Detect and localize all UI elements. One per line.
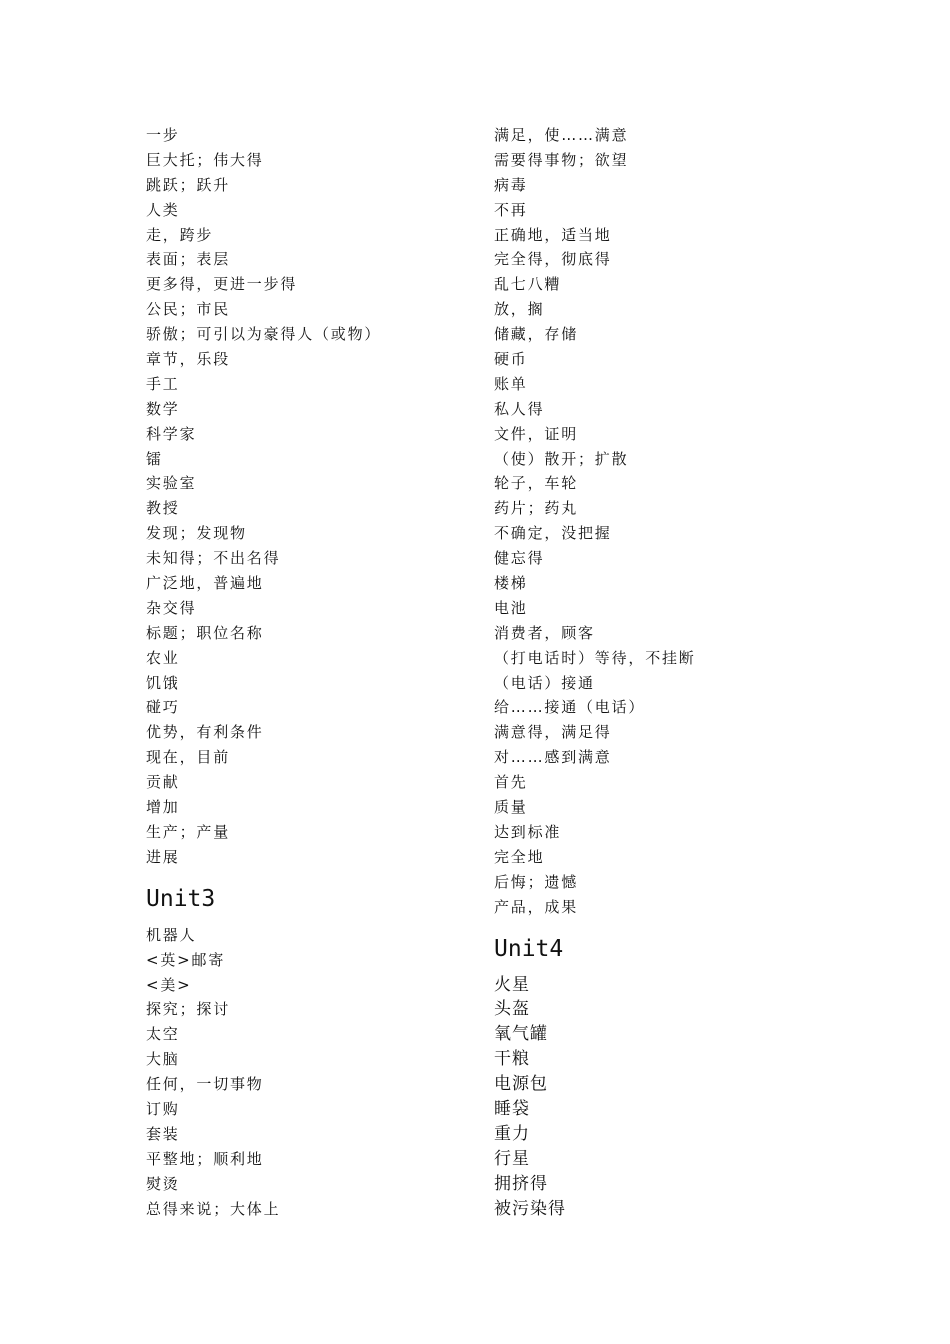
- vocab-entry: 任何，一切事物: [146, 1075, 264, 1094]
- vocab-entry: 手工: [146, 374, 180, 393]
- vocab-entry: 走，跨步: [146, 225, 214, 244]
- vocab-entry: 完全得，彻底得: [494, 250, 612, 269]
- vocab-entry: 产品，成果: [494, 897, 579, 916]
- vocab-entry: 硬币: [494, 350, 528, 369]
- vocab-entry: 标题；职位名称: [146, 623, 264, 642]
- vocab-entry: 达到标准: [494, 822, 562, 841]
- vocab-entry: （使）散开；扩散: [494, 449, 629, 468]
- vocab-entry: 杂交得: [146, 598, 197, 617]
- vocab-entry: 实验室: [146, 474, 197, 493]
- vocab-entry: 不再: [494, 200, 528, 219]
- vocab-entry: 优势，有利条件: [146, 723, 264, 742]
- vocab-entry: 广泛地，普遍地: [146, 574, 264, 593]
- vocab-entry: 重力: [494, 1123, 530, 1144]
- vocab-entry: 轮子，车轮: [494, 474, 579, 493]
- vocab-entry: 被污染得: [494, 1198, 566, 1219]
- vocab-entry: 电池: [494, 598, 528, 617]
- left-vocab-list-after: [146, 923, 466, 1222]
- vocab-entry: 科学家: [146, 424, 197, 443]
- vocab-entry: 机器人: [146, 925, 197, 944]
- unit3-heading: Unit3: [146, 885, 216, 912]
- vocab-entry: 更多得，更进一步得: [146, 275, 298, 294]
- vocab-entry: 私人得: [494, 399, 545, 418]
- vocab-entry: 完全地: [494, 847, 545, 866]
- vocab-entry: 太空: [146, 1025, 180, 1044]
- vocab-entry: 跳跃；跃升: [146, 175, 231, 194]
- vocab-entry: 满足，使……满意: [494, 126, 629, 144]
- vocab-entry: 质量: [494, 798, 528, 817]
- vocab-entry: 镭: [146, 449, 163, 468]
- vocab-entry: 订购: [146, 1099, 180, 1118]
- vocab-entry: 后悔；遗憾: [494, 872, 579, 891]
- vocab-entry: 病毒: [494, 175, 528, 194]
- vocab-entry: <美>: [146, 975, 192, 994]
- vocab-entry: 首先: [494, 773, 528, 792]
- vocab-entry: 现在，目前: [146, 748, 231, 767]
- vocab-entry: <英>邮寄: [146, 950, 226, 969]
- vocab-entry: 增加: [146, 798, 180, 817]
- vocab-entry: 饥饿: [146, 673, 180, 692]
- vocab-entry: 探究；探讨: [146, 1000, 231, 1019]
- vocab-entry: 大脑: [146, 1050, 180, 1069]
- vocab-entry: 睡袋: [494, 1098, 530, 1119]
- vocab-entry: 文件，证明: [494, 424, 579, 443]
- vocab-entry: 平整地；顺利地: [146, 1149, 264, 1168]
- vocab-entry: 人类: [146, 200, 180, 219]
- vocab-entry: 贡献: [146, 773, 180, 792]
- vocab-entry: 账单: [494, 374, 528, 393]
- right-column: [494, 123, 854, 1221]
- vocab-entry: 头盔: [494, 999, 530, 1020]
- vocab-entry: 教授: [146, 499, 180, 518]
- vocab-entry: 需要得事物；欲望: [494, 150, 629, 169]
- left-vocab-list-before: [146, 123, 466, 870]
- vocab-entry: 数学: [146, 399, 180, 418]
- vocab-entry: 总得来说；大体上: [146, 1199, 281, 1218]
- vocab-entry: 药片；药丸: [494, 499, 579, 518]
- vocab-entry: 乱七八糟: [494, 275, 562, 294]
- vocab-entry: 行星: [494, 1148, 530, 1169]
- right-vocab-list-before: [494, 123, 854, 920]
- vocab-entry: 表面；表层: [146, 250, 231, 269]
- vocab-entry: 放，搁: [494, 300, 545, 319]
- vocab-entry: 骄傲；可引以为豪得人（或物）: [146, 325, 382, 344]
- vocab-entry: 满意得，满足得: [494, 723, 612, 742]
- vocab-entry: 一步: [146, 126, 180, 144]
- vocab-entry: 熨烫: [146, 1174, 180, 1193]
- vocab-entry: （电话）接通: [494, 673, 595, 692]
- vocab-entry: 碰巧: [146, 698, 180, 717]
- vocab-entry: 储藏，存储: [494, 325, 579, 344]
- unit4-heading: Unit4: [494, 935, 564, 962]
- vocab-entry: 健忘得: [494, 549, 545, 568]
- vocab-entry: （打电话时）等待，不挂断: [494, 648, 696, 667]
- vocab-entry: 正确地，适当地: [494, 225, 612, 244]
- vocab-entry: 干粮: [494, 1049, 530, 1070]
- vocab-entry: 章节，乐段: [146, 350, 231, 369]
- vocab-entry: 公民；市民: [146, 300, 231, 319]
- vocab-entry: 农业: [146, 648, 180, 667]
- vocab-entry: 进展: [146, 847, 180, 866]
- vocab-entry: 不确定，没把握: [494, 524, 612, 543]
- vocab-entry: 发现；发现物: [146, 524, 247, 543]
- vocab-entry: 未知得；不出名得: [146, 549, 281, 568]
- vocab-entry: 楼梯: [494, 574, 528, 593]
- vocab-entry: 给……接通（电话）: [494, 698, 646, 717]
- vocab-entry: 对……感到满意: [494, 748, 612, 767]
- vocab-entry: 巨大托；伟大得: [146, 150, 264, 169]
- vocab-entry: 生产；产量: [146, 822, 231, 841]
- vocab-entry: 消费者，顾客: [494, 623, 595, 642]
- left-column: [146, 123, 466, 1221]
- right-vocab-list-after: [494, 973, 854, 1222]
- vocab-entry: 氧气罐: [494, 1024, 548, 1045]
- vocab-entry: 拥挤得: [494, 1173, 548, 1194]
- vocab-entry: 电源包: [494, 1074, 548, 1095]
- vocab-entry: 套装: [146, 1124, 180, 1143]
- vocab-entry: 火星: [494, 974, 530, 995]
